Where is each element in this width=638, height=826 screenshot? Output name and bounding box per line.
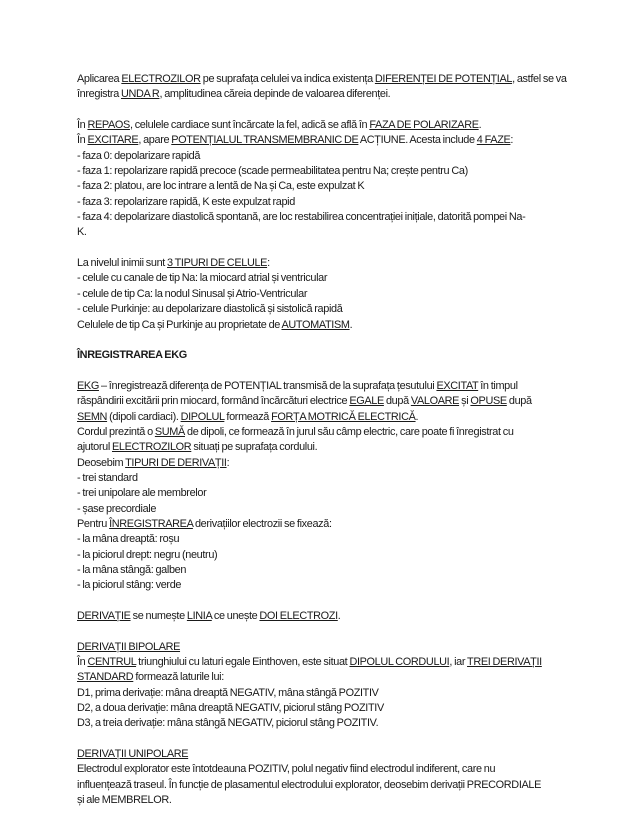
text-line [77,287,573,302]
text-run: triunghiului cu laturi egale Einthoven, este situat [136,656,350,669]
text-run: K. [77,226,87,239]
underlined-term: LINIA [186,610,212,623]
text-line [77,195,573,210]
text-line [77,640,573,655]
text-run: , celulele cardiace sunt încărcate la fel, adică se află în [129,119,370,132]
underlined-term: TREI DERIVAȚII [467,656,542,669]
text-run: de dipoli, ce formează în jurul său câmp electric, care poate fi înregistrat cu [184,425,514,438]
underlined-term: EKG [77,379,99,392]
text-run: răspândirii excitării prin miocard, formând încărcături electrice [77,395,350,408]
text-line [77,133,573,148]
blank-line [77,624,573,639]
text-run: . [337,610,341,623]
underlined-term: AUTOMATISM [281,318,350,331]
text-run: formează [224,410,272,423]
text-line [77,149,573,164]
text-line [77,348,573,363]
text-run: - la mâna dreaptă: roșu [77,533,180,546]
text-line [77,701,573,716]
text-line [77,670,573,685]
text-run: – înregistrează diferența de POTENȚIAL transmisă de la suprafața țesutului [98,379,437,392]
text-run: și [459,395,471,408]
text-run: formează laturile lui: [133,671,224,684]
text-run: : [267,257,270,270]
text-run: Aplicarea [77,73,122,85]
text-run: - faza 2: platou, are loc intrare a lentă de Na și Ca, este expulzat K [77,180,365,193]
text-run: ce unește [211,610,260,623]
text-run: - faza 4: depolarizare diastolică spontană, are loc restabilirea concentrației inițiale, datorită pompei Na- [77,211,526,224]
text-line [77,762,573,777]
underlined-term: UNDA R [120,88,160,101]
text-run: , apare [138,134,172,147]
text-run: înregistra [77,88,121,101]
underlined-term: ELECTROZILOR [112,441,192,454]
text-line [77,210,573,225]
text-line [77,225,573,240]
underlined-term: DIFERENȚEI DE POTENȚIAL [374,73,513,85]
text-run: - celule Purkinje: au depolarizare diastolică și sistolică rapidă [77,303,343,316]
section-heading: ÎNREGISTRAREA EKG [77,349,187,362]
document-page [77,72,573,809]
text-line [77,532,573,547]
blank-line [77,333,573,348]
underlined-term: STANDARD [77,671,134,684]
text-run: D3, a treia derivație: mâna stângă NEGATIV, piciorul stâng POZITIV. [77,717,379,730]
underlined-term: SUMĂ [154,425,185,438]
text-run: . [349,318,353,331]
text-line [77,502,573,517]
underlined-term: 3 TIPURI DE CELULE [167,257,268,270]
text-line [77,179,573,194]
text-run: D2, a doua derivație: mâna dreaptă NEGATIV, piciorul stâng POZITIV [77,702,384,715]
blank-line [77,103,573,118]
text-line [77,394,573,409]
underlined-term: TIPURI DE DERIVAȚII [125,456,227,469]
underlined-term: OPUSE [470,395,507,408]
text-run: : [510,134,514,147]
underlined-term: SEMN [77,410,108,423]
underlined-term: EXCITARE [87,134,139,147]
text-run: Cordul prezintă o [77,425,155,438]
text-run: - la piciorul stâng: verde [77,579,182,592]
underlined-term: DERIVAȚII UNIPOLARE [77,748,189,761]
underlined-term: EXCITAT [436,379,479,392]
underlined-term: FAZA DE POLARIZARE [369,119,479,132]
text-line [77,548,573,563]
text-run: - la mâna stângă: galben [77,564,187,576]
underlined-term: REPAOS [87,119,130,132]
text-line [77,716,573,731]
text-run: În [77,119,88,132]
text-line [77,609,573,624]
text-line [77,471,573,486]
text-run: - celule cu canale de tip Na: la miocard atrial și ventricular [77,272,328,285]
text-run: ACȚIUNE. Acesta include [358,134,477,147]
text-run: , amplitudinea căreia depinde de valoarea diferenței. [159,88,391,101]
text-line [77,72,573,87]
underlined-term: POTENȚIALUL TRANSMEMBRANIC DE [171,134,359,147]
text-run: (dipoli cardiaci). [107,410,181,423]
text-line [77,686,573,701]
text-run: influențează traseul. În funcție de plasamentul electrodului explorator, deosebim derivații PRECORDIALE [77,778,542,791]
text-run: - celule de tip Ca: la nodul Sinusal și Atrio-Ventricular [77,287,308,300]
underlined-term: CENTRUL [87,656,137,669]
text-line [77,778,573,793]
text-run: - faza 0: depolarizare rapidă [77,149,201,162]
text-line [77,655,573,670]
text-run: , iar [449,656,468,669]
text-run: în timpul [478,379,518,392]
text-run: Deosebim [77,456,126,469]
underlined-term: DIPOLUL [180,410,225,423]
text-run: În [77,134,88,147]
text-run: - trei standard [77,471,138,484]
underlined-term: DIPOLUL CORDULUI [349,656,450,669]
text-run: și ale MEMBRELOR. [77,794,172,807]
text-line [77,456,573,471]
text-run: pe suprafața celulei va indica existența [200,73,375,85]
text-line [77,517,573,532]
text-run: În [77,656,88,669]
text-line [77,410,573,425]
text-run: , astfel se va [512,73,567,85]
text-run: . [415,410,419,423]
text-line [77,302,573,317]
text-line [77,440,573,455]
blank-line [77,594,573,609]
text-run: La nivelul inimii sunt [77,257,168,270]
blank-line [77,732,573,747]
text-line [77,256,573,271]
text-run: ajutorul [77,441,112,454]
underlined-term: DERIVAȚIE [77,610,131,623]
text-line [77,318,573,333]
text-run: după [383,395,411,408]
underlined-term: EGALE [349,395,384,408]
text-line [77,118,573,133]
text-run: Celulele de tip Ca și Purkinje au proprietate de [77,318,282,331]
text-line [77,425,573,440]
text-line [77,87,573,102]
text-run: situați pe suprafața cordului. [191,441,318,454]
text-run: Pentru [77,517,110,530]
text-line [77,271,573,286]
text-line [77,747,573,762]
underlined-term: DERIVAȚII BIPOLARE [77,640,181,653]
text-line [77,563,573,578]
text-run: - șase precordiale [77,502,157,515]
text-run: derivațiilor electrozii se fixează: [192,517,332,530]
text-run: - trei unipolare ale membrelor [77,487,207,500]
text-line [77,793,573,808]
text-run: . [478,119,482,132]
text-run: se numește [130,610,187,623]
text-run: - faza 1: repolarizare rapidă precoce (scade permeabilitatea pentru Na; crește pentru Ca) [77,165,468,178]
blank-line [77,364,573,379]
blank-line [77,241,573,256]
underlined-term: 4 FAZE [476,134,511,147]
underlined-term: VALOARE [410,395,460,408]
underlined-term: FORȚA MOTRICĂ ELECTRICĂ [271,410,416,423]
text-run: D1, prima derivație: mâna dreaptă NEGATIV, mâna stângă POZITIV [77,686,379,699]
text-line [77,379,573,394]
text-run: : [226,456,230,469]
text-line [77,164,573,179]
text-line [77,486,573,501]
text-run: după [506,395,532,408]
text-line [77,578,573,593]
text-run: - la piciorul drept: negru (neutru) [77,548,218,561]
text-run: Electrodul explorator este întotdeauna POZITIV, polul negativ fiind electrodul indiferent, care nu [77,763,496,776]
text-run: - faza 3: repolarizare rapidă, K este expulzat rapid [77,195,295,208]
underlined-term: ÎNREGISTRAREA [109,517,193,530]
underlined-term: ELECTROZILOR [121,73,201,85]
underlined-term: DOI ELECTROZI [259,610,338,623]
